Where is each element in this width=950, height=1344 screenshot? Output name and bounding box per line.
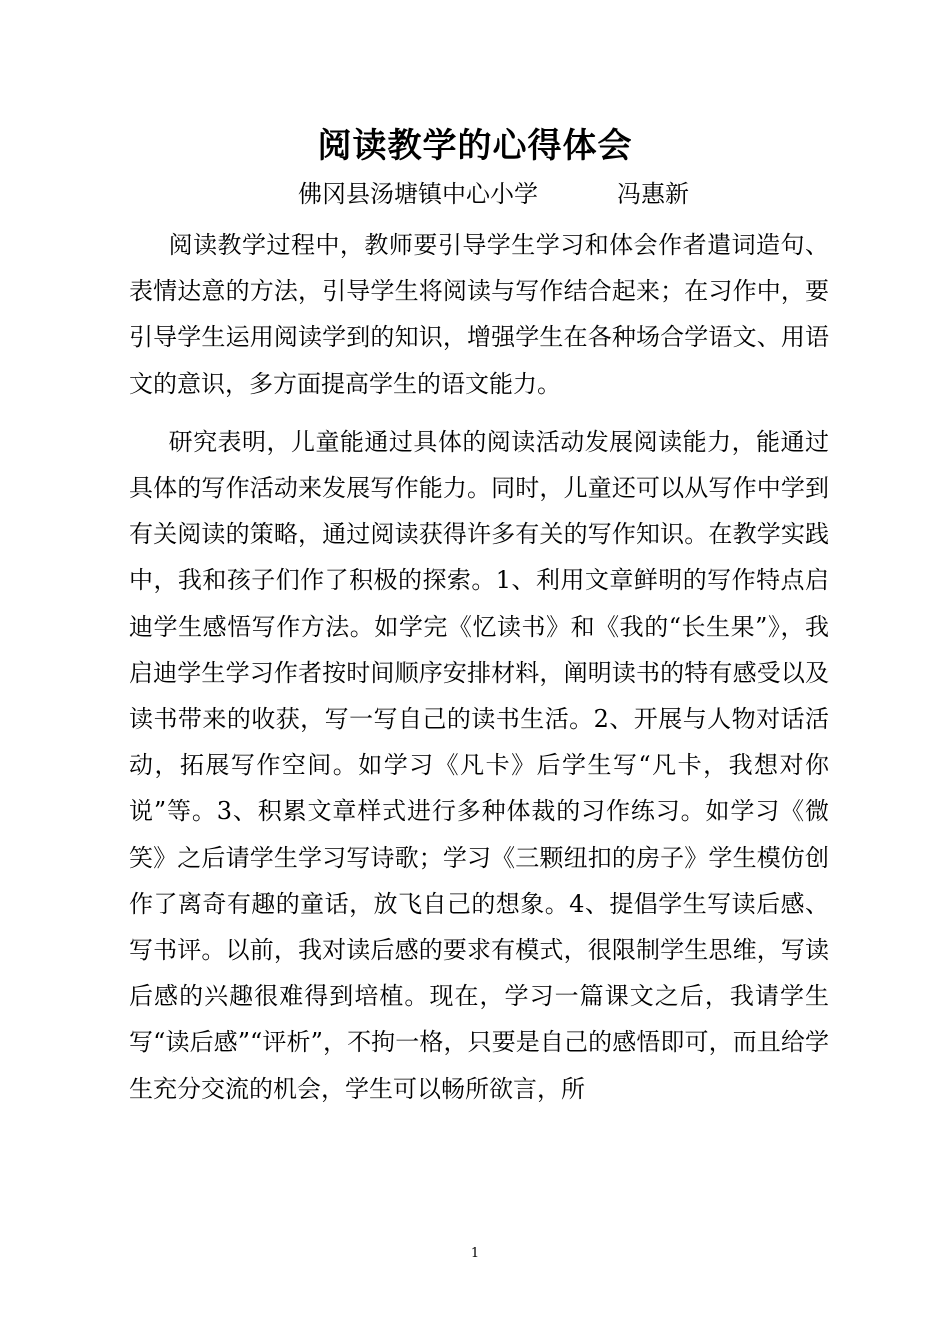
paragraph: 阅读教学过程中，教师要引导学生学习和体会作者遣词造句、表情达意的方法，引导学生将阅读与写作结合起来；在习作中，要引导学生运用阅读学到的知识，增强学生在各种场合学语文、用语文的意识，多方面提高学生的语文能力。: [129, 231, 829, 398]
document-title: 阅读教学的心得体会: [317, 126, 633, 166]
paragraph: 研究表明，儿童能通过具体的阅读活动发展阅读能力，能通过具体的写作活动来发展写作能力。同时，儿童还可以从写作中学到有关阅读的策略，通过阅读获得许多有关的写作知识。在教学实践中，我和孩子们作了积极的探索。1、利用文章鲜明的写作特点启迪学生感悟写作方法。如学完《忆读书》和《我的“长生果”》，我启迪学生学习作者按时间顺序安排材料，阐明读书的特有感受以及读书带来的收获，写一写自己的读书生活。2、开展与人物对话活动，拓展写作空间。如学习《凡卡》后学生写“凡卡，我想对你说”等。3、积累文章样式进行多种体裁的习作练习。如学习《微笑》之后请学生学习写诗歌；学习《三颗纽扣的房子》学生模仿创作了离奇有趣的童话，放飞自己的想象。4、提倡学生写读后感、写书评。以前，我对读后感的要求有模式，很限制学生思维，写读后感的兴趣很难得到培植。现在，学习一篇课文之后，我请学生写“读后感”“评析”，不拘一格，只要是自己的感悟即可，而且给学生充分交流的机会，学生可以畅所欲言，所: [129, 427, 829, 1103]
page-number: 1: [470, 1246, 480, 1261]
author-name: 冯惠新: [617, 180, 689, 208]
document-body: [129, 222, 829, 1124]
author-school: 佛冈县汤塘镇中心小学: [298, 180, 538, 208]
